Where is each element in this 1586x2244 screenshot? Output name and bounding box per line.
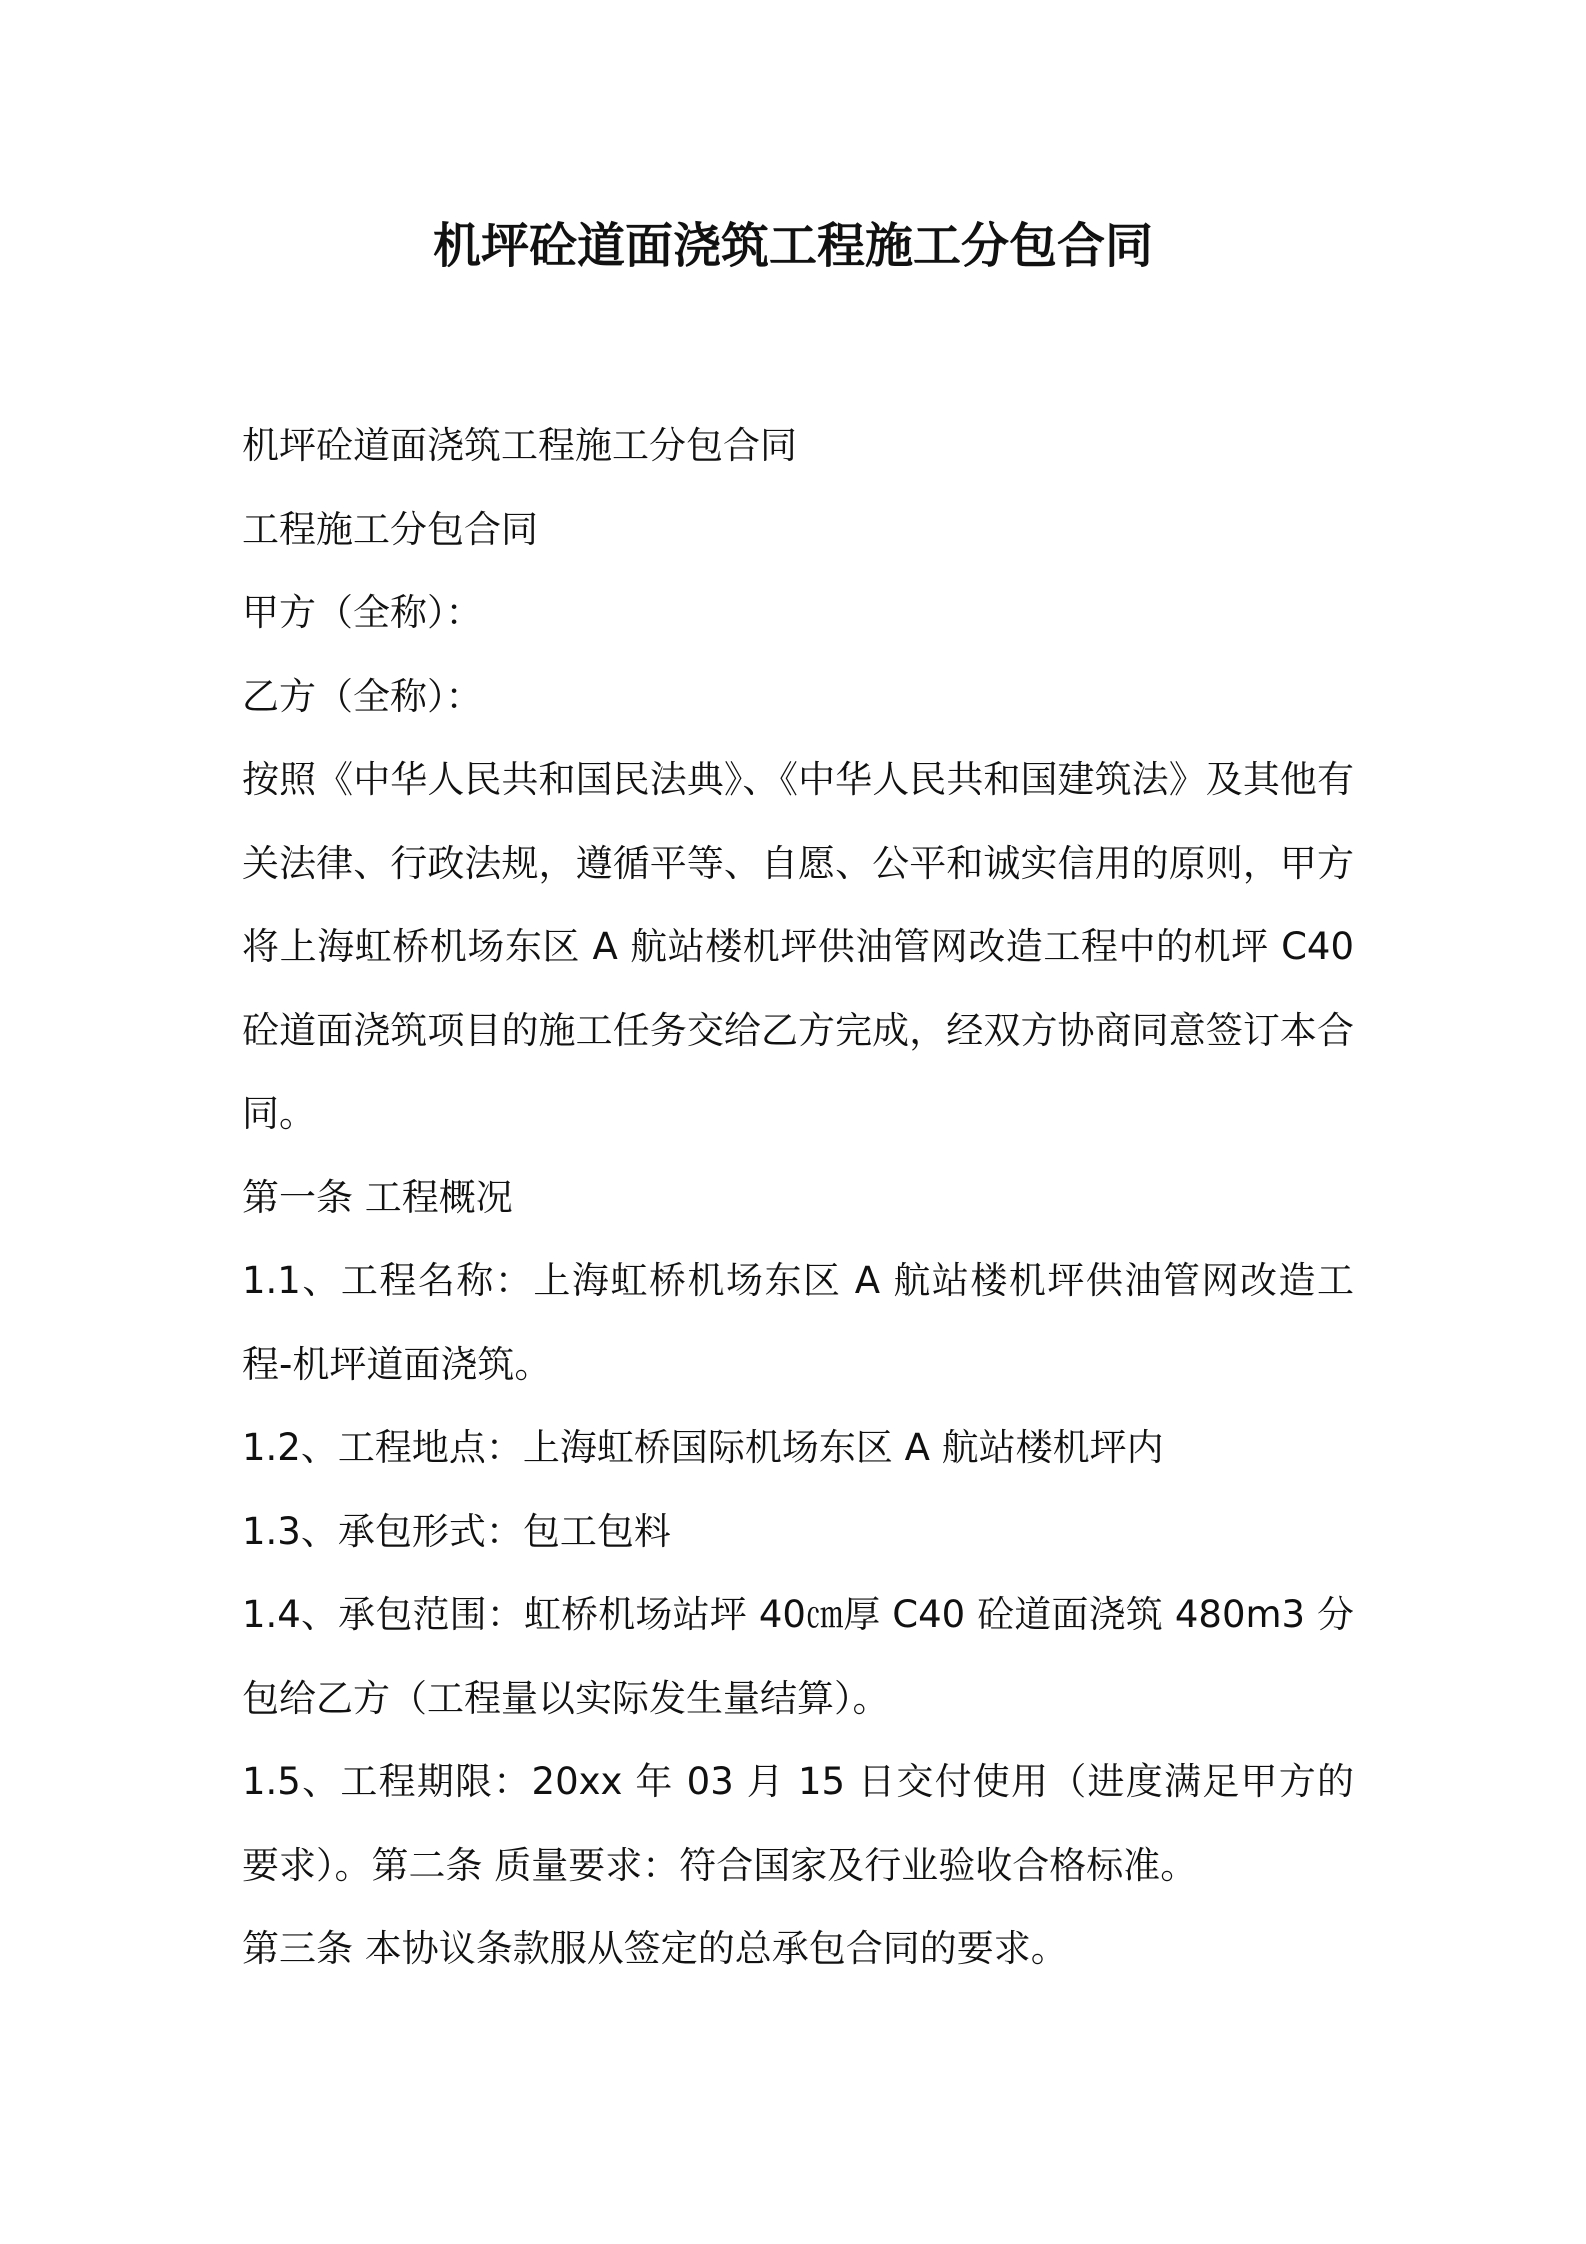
paragraph-party-a: 甲方（全称）： — [242, 591, 483, 634]
paragraph-clause-1-3: 1.3、承包形式：包工包料 — [242, 1509, 671, 1553]
paragraph-party-b: 乙方（全称）： — [242, 674, 483, 718]
document-body — [242, 404, 1354, 1991]
paragraph-clause-1-4: 1.4、承包范围：虹桥机场站坪 40㎝厚 C40 砼道面浇筑 480m3 分包给乙方（工程量以实际发生量结算）。 — [242, 1593, 1354, 1720]
paragraph-preamble: 按照《中华人民共和国民法典》、《中华人民共和国建筑法》及其他有关法律、行政法规，遵循平等、自愿、公平和诚实信用的原则，甲方将上海虹桥机场东区 A 航站楼机坪供油管网改造工程中的机坪 C40 砼道面浇筑项目的施工任务交给乙方完成，经双方协商同意签订本合同。 — [242, 758, 1354, 1135]
document-title: 机坪砼道面浇筑工程施工分包合同 — [432, 218, 1153, 274]
paragraph-contract-name: 机坪砼道面浇筑工程施工分包合同 — [242, 424, 797, 467]
paragraph-contract-type: 工程施工分包合同 — [242, 507, 538, 551]
paragraph-article-1-heading: 第一条 工程概况 — [242, 1175, 513, 1219]
paragraph-clause-1-5: 1.5、工程期限：20xx 年 03 月 15 日交付使用（进度满足甲方的要求）。第二条 质量要求：符合国家及行业验收合格标准。 — [242, 1760, 1354, 1887]
paragraph-clause-1-1: 1.1、工程名称：上海虹桥机场东区 A 航站楼机坪供油管网改造工程-机坪道面浇筑。 — [242, 1259, 1354, 1386]
paragraph-clause-1-2: 1.2、工程地点：上海虹桥国际机场东区 A 航站楼机坪内 — [242, 1426, 1164, 1469]
paragraph-article-3: 第三条 本协议条款服从签定的总承包合同的要求。 — [242, 1927, 1068, 1970]
